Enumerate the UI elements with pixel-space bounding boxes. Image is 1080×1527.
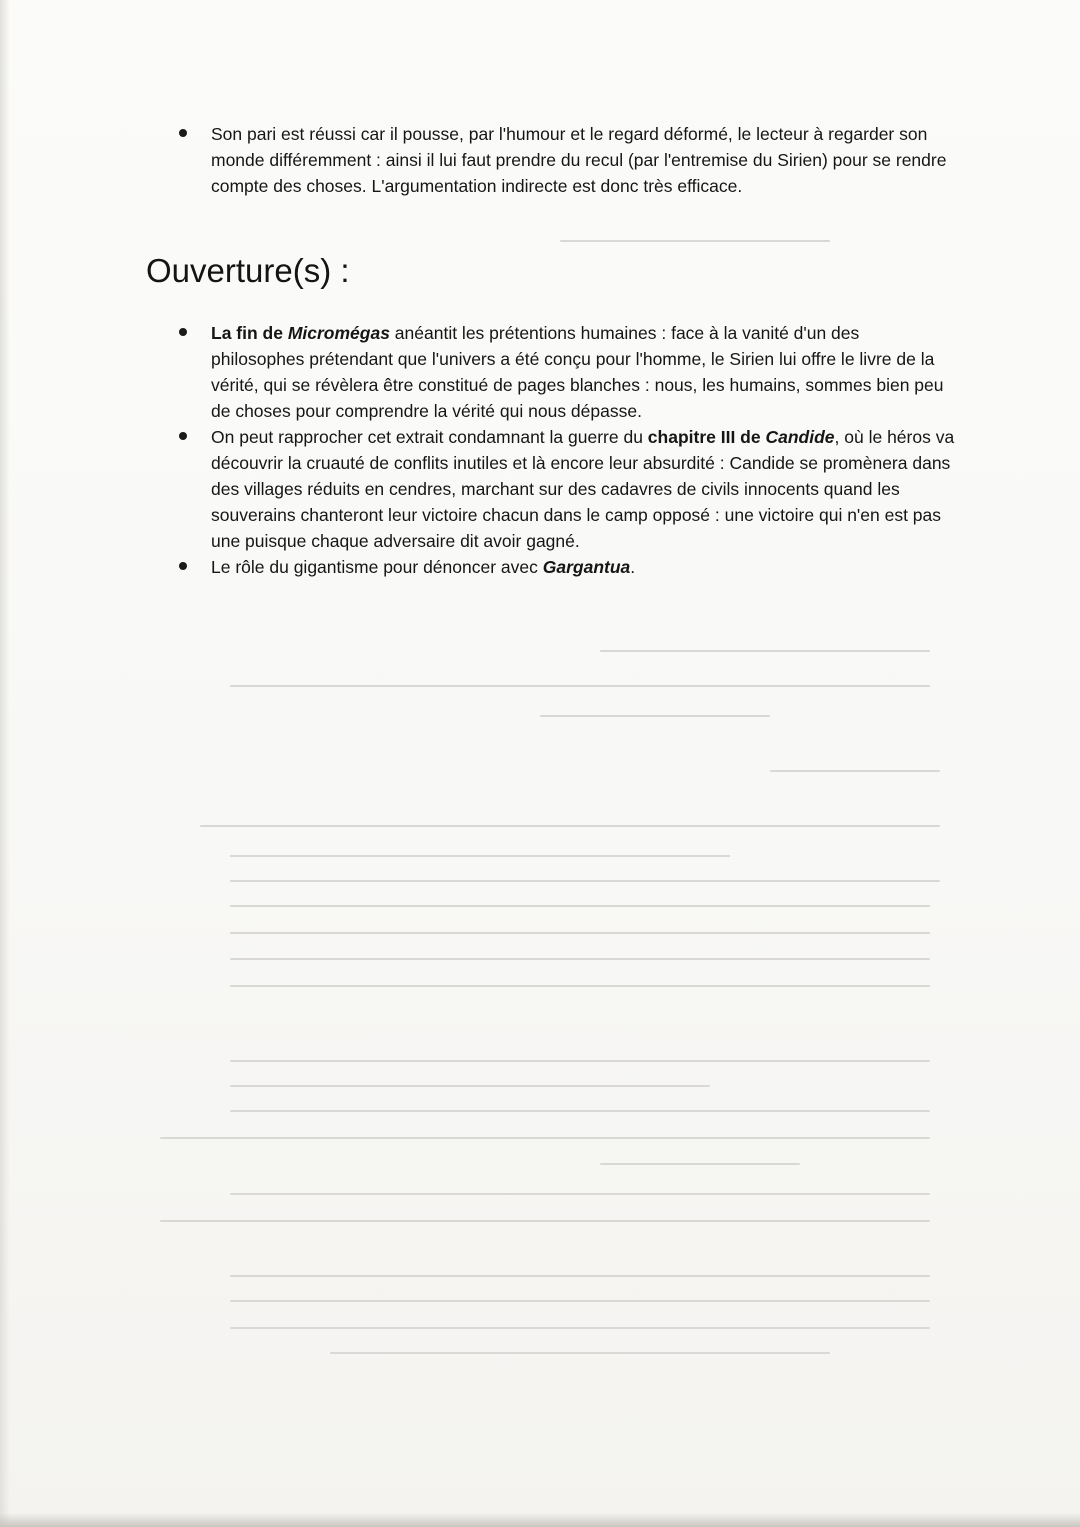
bullet-icon [179, 328, 187, 336]
page-bottom-edge [0, 1513, 1080, 1527]
list-item [0, 320, 1080, 424]
item-text: anéantit les prétentions humaines : face à la vanité d'un des philosophes prétendant que l'univers a été conçu pour l'homme, le Sirien lui offre le livre de la vérité, qui se révèlera être constitué de pages blanches : nous, les humains, sommes bien peu de choses pour comprendre la vérité qui nous dépasse. [211, 323, 944, 421]
list-item [0, 554, 1080, 580]
list-item [0, 424, 1080, 554]
bullet-icon [179, 562, 187, 570]
item-text-after: . [630, 557, 636, 577]
item-lead-bold: La fin de [211, 323, 288, 343]
list-item [0, 121, 1080, 199]
page-edge-shadow [0, 0, 10, 1527]
intro-bullet-text: Son pari est réussi car il pousse, par l'humour et le regard déformé, le lecteur à regarder son monde différemment : ainsi il lui faut prendre du recul (par l'entremise du Sirien) pour se rendre compte des choses. L'argumentation indirecte est donc très efficace. [211, 124, 947, 196]
item-bold-italic: Gargantua [542, 557, 631, 577]
item-text-after: , où le héros va découvrir la cruauté de conflits inutiles et là encore leur absurdité : Candide se promènera dans des villages réduits en cendres, marchant sur des cadavres de civils innocents quand les souverains chanteront leur victoire chacun dans le camp opposé : une victoire qui n'en est pas une puisque chaque adversaire dit avoir gagné. [211, 427, 955, 551]
bullet-icon [179, 432, 187, 440]
item-bold: chapitre III de [647, 427, 766, 447]
item-text: On peut rapprocher cet extrait condamnant la guerre du [211, 427, 648, 447]
item-lead-bold-italic: Micromégas [287, 323, 390, 343]
ouvertures-list [0, 320, 1080, 580]
bullet-icon [179, 129, 187, 137]
section-heading: Ouverture(s) : [146, 252, 350, 289]
item-bold-italic: Candide [765, 427, 835, 447]
intro-list [0, 121, 1080, 199]
item-text: Le rôle du gigantisme pour dénoncer avec [211, 557, 543, 577]
